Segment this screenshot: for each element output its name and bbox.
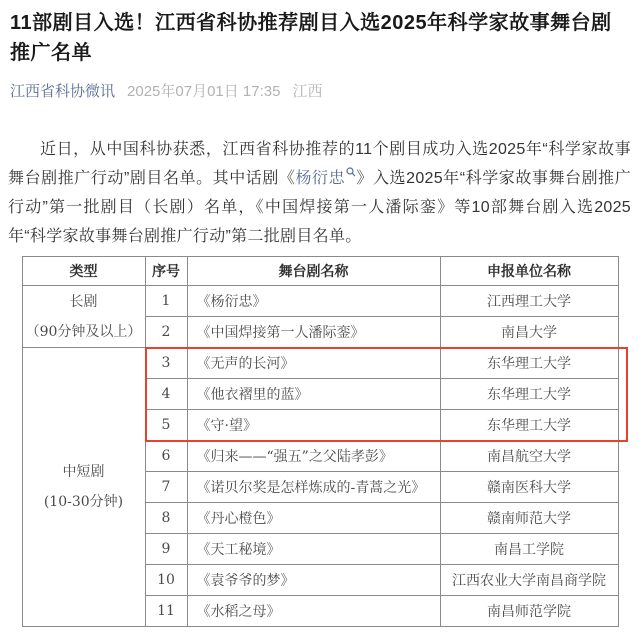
row-no: 11	[145, 596, 187, 627]
row-play-title: 《丹心橙色》	[187, 503, 440, 534]
row-no: 6	[145, 441, 187, 472]
header-organization: 申报单位名称	[440, 257, 618, 286]
row-no: 8	[145, 503, 187, 534]
row-play-title: 《诺贝尔奖是怎样炼成的-青蒿之光》	[187, 472, 440, 503]
row-no: 4	[145, 379, 187, 410]
row-play-title: 《袁爷爷的梦》	[187, 565, 440, 596]
row-organization: 东华理工大学	[440, 410, 618, 441]
byline	[10, 81, 629, 102]
row-no: 5	[145, 410, 187, 441]
paragraph-text-before: 近日，从中国科协获悉，江西省科协推荐的11个剧目成功入选2025年“科学家故事舞台剧推广行动”剧目名单。其中话剧《	[8, 141, 631, 187]
table-header-row	[22, 257, 618, 286]
header-play-title: 舞台剧名称	[187, 257, 440, 286]
row-play-title: 《水稻之母》	[187, 596, 440, 627]
row-organization: 南昌大学	[440, 317, 618, 348]
row-play-title: 《杨衍忠》	[187, 286, 440, 317]
page-title: 11部剧目入选！江西省科协推荐剧目入选2025年科学家故事舞台剧推广名单	[10, 12, 612, 64]
row-no: 3	[145, 348, 187, 379]
play-list-table	[22, 256, 619, 627]
paragraph-text-after: 》入选2025年“科学家故事舞台剧推广行动”第一批剧目（长剧）名单，《中国焊接第一人潘际銮》等10部舞台剧入选2025年“科学家故事舞台剧推广行动”第二批剧目名单。	[8, 170, 632, 245]
type-cell-short-drama	[22, 348, 145, 627]
row-organization: 东华理工大学	[440, 379, 618, 410]
row-no: 9	[145, 534, 187, 565]
row-organization: 南昌航空大学	[440, 441, 618, 472]
row-play-title: 《守·望》	[187, 410, 440, 441]
row-play-title: 《天工秘境》	[187, 534, 440, 565]
search-icon[interactable]	[346, 167, 356, 177]
row-no: 10	[145, 565, 187, 596]
row-organization: 南昌师范学院	[440, 596, 618, 627]
article-paragraph	[8, 135, 631, 251]
publish-location: 江西	[292, 83, 323, 100]
type-long-line2: （90分钟及以上）	[25, 323, 142, 340]
row-organization: 南昌工学院	[440, 534, 618, 565]
row-organization: 赣南医科大学	[440, 472, 618, 503]
row-organization: 东华理工大学	[440, 348, 618, 379]
author-link[interactable]: 江西省科协微讯	[10, 83, 116, 100]
row-no: 7	[145, 472, 187, 503]
row-no: 2	[145, 317, 187, 348]
row-play-title: 《他衣褶里的蓝》	[187, 379, 440, 410]
type-short-line1: 中短剧	[62, 464, 105, 480]
entity-search-link[interactable]: 杨衍忠	[295, 170, 346, 187]
play-list-table-image	[22, 256, 618, 627]
row-play-title: 《归来——“强五”之父陆孝彭》	[187, 441, 440, 472]
table-row	[22, 286, 618, 317]
type-short-line2: (10-30分钟)	[43, 494, 124, 510]
row-organization: 赣南师范大学	[440, 503, 618, 534]
header-type: 类型	[22, 257, 145, 286]
row-organization: 江西农业大学南昌商学院	[440, 565, 618, 596]
row-organization: 江西理工大学	[440, 286, 618, 317]
type-long-line1: 长剧	[69, 293, 98, 310]
table-row	[22, 348, 618, 379]
row-play-title: 《无声的长河》	[187, 348, 440, 379]
header-no: 序号	[145, 257, 187, 286]
row-no: 1	[145, 286, 187, 317]
type-cell-long-drama	[22, 286, 145, 348]
row-play-title: 《中国焊接第一人潘际銮》	[187, 317, 440, 348]
publish-datetime: 2025年07月01日 17:35	[127, 83, 281, 100]
